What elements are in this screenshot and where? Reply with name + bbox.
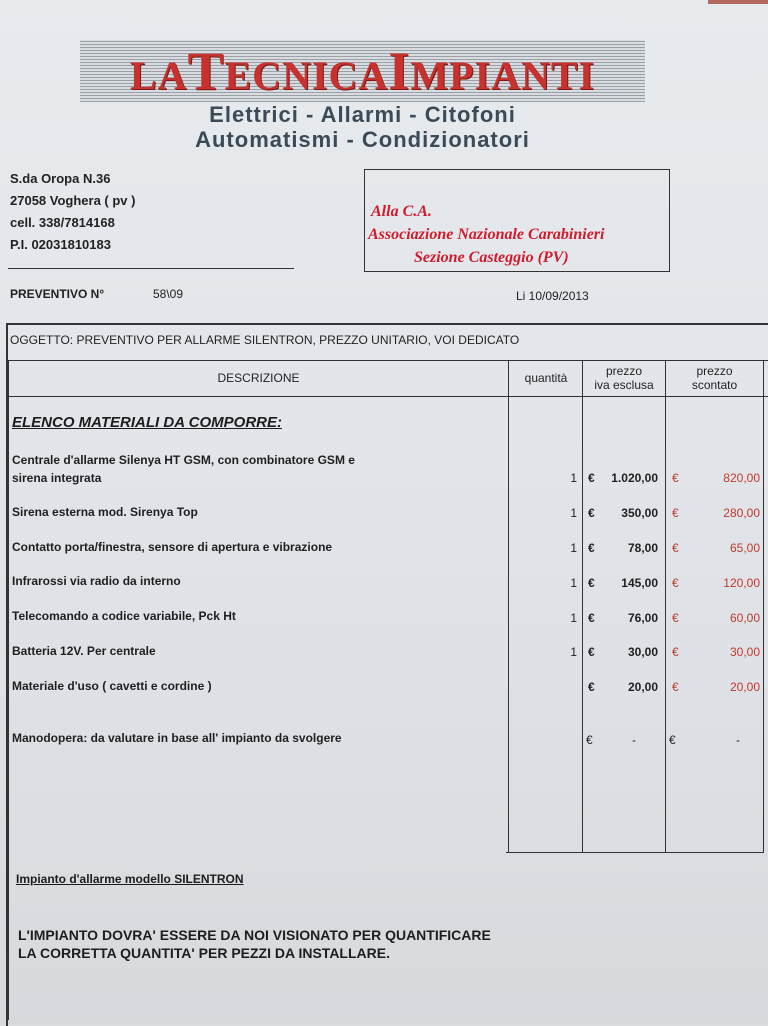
labour-discounted-price: - (736, 733, 740, 747)
inspection-note-line-2: LA CORRETTA QUANTITA' PER PEZZI DA INSTALLARE. (18, 945, 390, 961)
item-discounted-price: 20,00 (729, 680, 760, 694)
inspection-note-line-1: L'IMPIANTO DOVRA' ESSERE DA NOI VISIONATO PER QUANTIFICARE (18, 927, 491, 943)
item-discounted-price: 280,00 (723, 506, 760, 520)
corner-stripe (708, 0, 768, 4)
labour-price: - (632, 733, 636, 747)
item-discounted-price: 820,00 (723, 471, 760, 485)
logo-part: LA (129, 53, 188, 98)
table-rule (8, 360, 9, 1020)
item-description (12, 451, 492, 487)
quote-number-label: PREVENTIVO N° (10, 287, 105, 301)
item-price: 30,00 (627, 645, 658, 659)
column-header-price-line-2: iva esclusa (594, 378, 654, 392)
euro-sign: € (669, 733, 676, 747)
address-divider (8, 268, 294, 269)
sender-phone: cell. 338/7814168 (10, 215, 115, 230)
item-discounted-price: 120,00 (723, 576, 760, 590)
sender-vat: P.I. 02031810183 (10, 237, 111, 252)
item-description-line-2: sirena integrata (12, 471, 102, 485)
item-price: 350,00 (621, 506, 658, 520)
item-price: 1.020,00 (611, 471, 658, 485)
column-header-price (583, 364, 665, 392)
item-description-line-1: Centrale d'allarme Silenya HT GSM, con combinatore GSM e (12, 453, 355, 467)
column-header-price-line-1: prezzo (605, 364, 643, 378)
euro-sign: € (672, 506, 679, 520)
euro-sign: € (672, 576, 679, 590)
section-title: ELENCO MATERIALI DA COMPORRE: (12, 414, 282, 431)
table-rule (8, 396, 768, 397)
euro-sign: € (672, 611, 679, 625)
column-header-quantity: quantità (524, 371, 568, 385)
recipient-line-2: Associazione Nazionale Carabinieri (368, 226, 605, 243)
table-rule (582, 360, 583, 853)
euro-sign: € (588, 680, 595, 694)
item-quantity: 1 (570, 645, 577, 659)
quote-date: Li 10/09/2013 (516, 289, 589, 303)
item-description: Telecomando a codice variabile, Pck Ht (12, 609, 236, 623)
item-price: 78,00 (627, 541, 658, 555)
quote-number: 58\09 (153, 287, 184, 301)
item-discounted-price: 30,00 (729, 645, 760, 659)
logo-part: I (388, 41, 411, 101)
company-logo-text (80, 41, 645, 101)
logo-part: T (187, 41, 225, 101)
quote-subject: OGGETTO: PREVENTIVO PER ALLARME SILENTRON, PREZZO UNITARIO, VOI DEDICATO (10, 333, 520, 347)
column-header-description: DESCRIZIONE (217, 371, 300, 385)
recipient-line-3: Sezione Casteggio (PV) (414, 249, 569, 266)
table-rule (506, 852, 764, 853)
table-rule (508, 360, 509, 853)
euro-sign: € (586, 733, 593, 747)
item-price: 145,00 (621, 576, 658, 590)
recipient-line-1: Alla C.A. (371, 203, 432, 220)
euro-sign: € (672, 471, 679, 485)
euro-sign: € (672, 541, 679, 555)
euro-sign: € (588, 471, 595, 485)
logo-part: ECNICA (224, 53, 389, 98)
euro-sign: € (588, 645, 595, 659)
sender-address (10, 168, 135, 256)
item-price: 20,00 (627, 680, 658, 694)
sender-city: 27058 Voghera ( pv ) (10, 193, 136, 208)
labour-description: Manodopera: da valutare in base all' impianto da svolgere (12, 731, 342, 745)
euro-sign: € (588, 506, 595, 520)
company-tagline-2: Automatismi - Condizionatori (195, 127, 530, 152)
inspection-note (18, 926, 491, 962)
item-discounted-price: 60,00 (729, 611, 760, 625)
system-model: Impianto d'allarme modello SILENTRON (16, 872, 244, 886)
euro-sign: € (672, 645, 679, 659)
item-description: Contatto porta/finestra, sensore di apertura e vibrazione (12, 540, 333, 554)
item-quantity: 1 (570, 506, 577, 520)
euro-sign: € (672, 680, 679, 694)
sender-street: S.da Oropa N.36 (10, 171, 111, 186)
item-price: 76,00 (627, 611, 658, 625)
item-description: Materiale d'uso ( cavetti e cordine ) (12, 679, 212, 693)
column-header-discounted-line-1: prezzo (696, 364, 733, 378)
item-description: Infrarossi via radio da interno (12, 574, 181, 588)
table-rule (8, 360, 768, 361)
euro-sign: € (588, 611, 595, 625)
euro-sign: € (588, 541, 595, 555)
item-quantity: 1 (570, 576, 577, 590)
column-header-discounted-line-2: scontato (691, 378, 738, 392)
company-logo (80, 40, 645, 102)
euro-sign: € (588, 576, 595, 590)
column-header-discounted (666, 364, 763, 392)
item-quantity: 1 (570, 611, 577, 625)
company-tagline-1: Elettrici - Allarmi - Citofoni (209, 102, 516, 127)
logo-part: MPIANTI (410, 53, 596, 98)
table-rule (665, 360, 666, 853)
item-description: Batteria 12V. Per centrale (12, 644, 156, 658)
table-rule (763, 360, 764, 853)
item-discounted-price: 65,00 (729, 541, 760, 555)
item-quantity: 1 (570, 471, 577, 485)
item-quantity: 1 (570, 541, 577, 555)
item-description: Sirena esterna mod. Sirenya Top (12, 505, 198, 519)
